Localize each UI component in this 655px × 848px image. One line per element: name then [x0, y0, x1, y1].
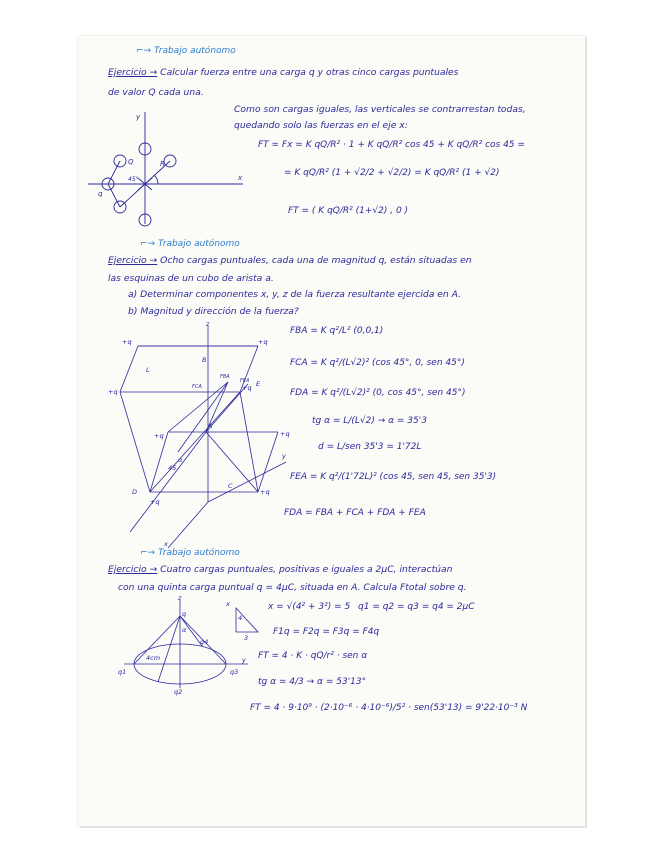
cube-E-label: E: [256, 380, 261, 388]
section3-diagram: [118, 596, 258, 696]
section2-eqD: d = L/sen 35'3 = 1'72L: [318, 442, 422, 452]
diag3-q1-label: q1: [118, 668, 127, 676]
section2-tag: ⌐→ Trabajo autónomo: [140, 239, 240, 249]
cube-C-label: C: [228, 482, 233, 490]
section2-cube-diagram: [108, 322, 288, 552]
diag3-alpha-label: α: [182, 626, 187, 634]
section2-eqTg: tg α = L/(L√2) → α = 35'3: [312, 416, 427, 426]
diag3-q-label: q: [182, 610, 187, 618]
cube-A-label: A: [208, 422, 213, 430]
section1-note2: quedando solo las fuerzas en el eje x:: [234, 120, 408, 131]
diag3-y-label: y: [242, 656, 246, 664]
diagram1-R-label: R: [160, 160, 165, 168]
cube-q3-label: +q: [108, 388, 118, 396]
section1-eq1: FT = Fx = K qQ/R² · 1 + K qQ/R² cos 45 + K qQ/R² cos 45 =: [258, 140, 525, 150]
cube-y-label: y: [282, 452, 286, 460]
diag3-q2-label: q2: [174, 688, 183, 696]
diag3-three-label: 3: [244, 634, 249, 642]
diagram1-x-label: x: [238, 174, 243, 182]
cube-q2-label: +q: [258, 338, 268, 346]
section3-eqX: x = √(4² + 3²) = 5: [268, 602, 351, 612]
section3-heading: Ejercicio → Cuatro cargas puntuales, positivas e iguales a 2μC, interactúan: [108, 564, 453, 575]
cube-q5-label: +q: [154, 432, 164, 440]
diag3-x-label: x: [226, 600, 230, 608]
section1-note1: Como son cargas iguales, las verticales se contrarrestan todas,: [234, 104, 526, 115]
cube-q4-label: +q: [242, 384, 252, 392]
cube-fea-label: FEA: [240, 378, 250, 384]
diag3-z-label: z: [178, 594, 182, 602]
section3-line2: con una quinta carga puntual q = 4μC, situada en A. Calcula Ftotal sobre q.: [118, 582, 467, 593]
diag3-cm-label: 4cm: [146, 654, 161, 662]
section2-qa: a) Determinar componentes x, y, z de la fuerza resultante ejercida en A.: [128, 289, 462, 300]
section1-line2: de valor Q cada una.: [108, 87, 204, 98]
section2-eqDA: FDA = K q²/(L√2)² (0, cos 45°, sen 45°): [290, 388, 466, 398]
cube-q7-label: +q: [260, 488, 270, 496]
cube-L-label: L: [146, 366, 150, 374]
section1-eq2: = K qQ/R² (1 + √2/2 + √2/2) = K qQ/R² (1 + √2): [284, 168, 500, 178]
cube-D-label: D: [132, 488, 138, 496]
section3-tag: ⌐→ Trabajo autónomo: [140, 548, 240, 558]
diagram1-q-label: q: [98, 190, 103, 198]
section3-eqQs: q1 = q2 = q3 = q4 = 2μC: [358, 602, 475, 612]
section2-line2: las esquinas de un cubo de arista a.: [108, 273, 274, 284]
cube-z-label: z: [206, 320, 210, 328]
cube-x-label: x: [164, 540, 168, 548]
section1-diagram: [78, 104, 253, 234]
notebook-page: [78, 36, 585, 826]
section2-eqSum: FDA = FBA + FCA + FDA + FEA: [284, 508, 426, 518]
diagram1-Q-label: Q: [128, 158, 134, 166]
diag3-q3-label: q3: [230, 668, 239, 676]
cube-alpha-label: α: [178, 456, 183, 464]
section3-eqF: F1q = F2q = F3q = F4q: [273, 627, 380, 637]
section3-eqFt: FT = 4 · K · qQ/r² · sen α: [258, 651, 368, 661]
diag3-q4-label: q4: [200, 638, 209, 646]
cube-q1-label: +q: [122, 338, 132, 346]
section3-eqTg: tg α = 4/3 → α = 53'13°: [258, 677, 367, 687]
diagram1-angle-label: 45°: [128, 176, 139, 183]
diagram1-y-label: y: [136, 113, 141, 121]
section3-eqFin: FT = 4 · 9·10⁹ · (2·10⁻⁶ · 4·10⁻⁶)/5² · sen(53'13) = 9'22·10⁻³ N: [250, 703, 528, 713]
section1-eq3: FT = ( K qQ/R² (1+√2) , 0 ): [288, 206, 409, 216]
section2-eqBA: FBA = K q²/L² (0,0,1): [290, 326, 384, 336]
cube-q8-label: +q: [150, 498, 160, 506]
section2-eqEA: FEA = K q²/(1'72L)² (cos 45, sen 45, sen 35'3): [290, 472, 497, 482]
cube-fba-label: FBA: [220, 374, 230, 380]
section2-heading: Ejercicio → Ocho cargas puntuales, cada una de magnitud q, están situadas en: [108, 255, 472, 266]
cube-fca-label: FCA: [192, 384, 202, 390]
cube-B-label: B: [202, 356, 207, 364]
section1-tag: ⌐→ Trabajo autónomo: [136, 46, 236, 56]
section2-eqCA: FCA = K q²/(L√2)² (cos 45°, 0, sen 45°): [290, 358, 465, 368]
section1-heading: Ejercicio → Calcular fuerza entre una carga q y otras cinco cargas puntuales: [108, 67, 459, 78]
section2-qb: b) Magnitud y dirección de la fuerza?: [128, 306, 299, 317]
cube-45-label: 45: [168, 464, 177, 472]
diag3-four-label: 4: [238, 614, 243, 622]
cube-q6-label: +q: [280, 430, 290, 438]
